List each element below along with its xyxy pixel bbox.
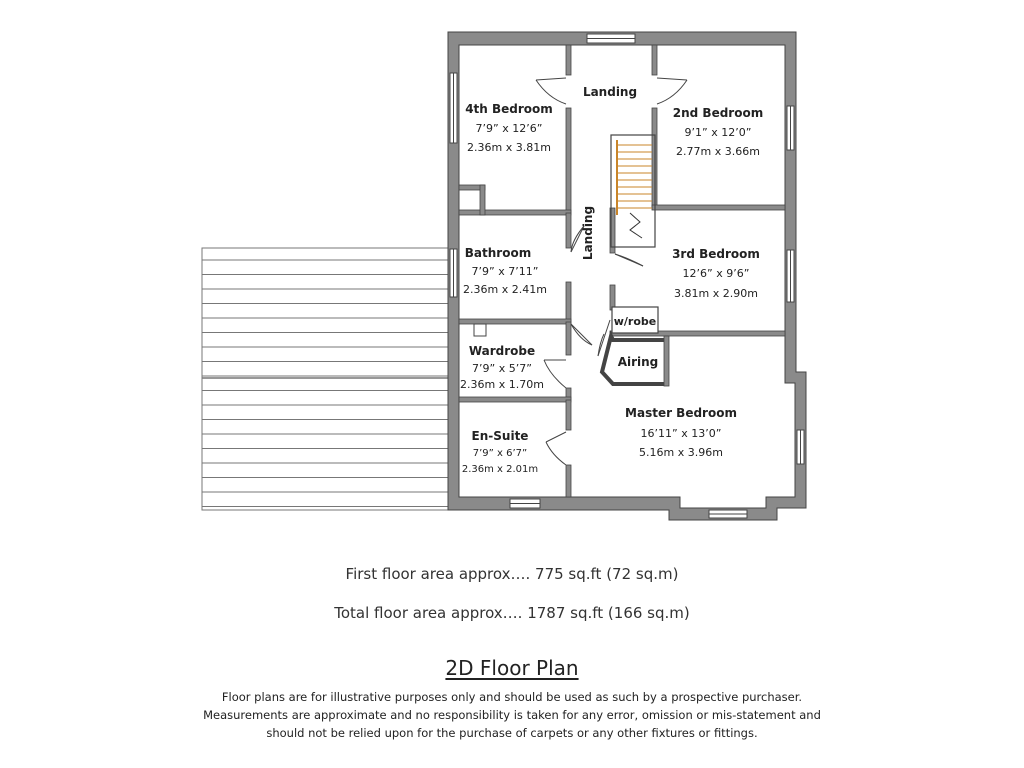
wardrobe-dim-imperial: 7’9” x 5’7”: [472, 362, 532, 375]
bedroom3-dim-imperial: 12’6” x 9’6”: [682, 267, 750, 280]
bedroom2-dim-imperial: 9’1” x 12’0”: [684, 126, 752, 139]
ensuite-dim-imperial: 7’9” x 6’7”: [472, 448, 528, 459]
disclaimer-line: should not be relied upon for the purchase of carpets or any other fixtures or fittings.: [266, 726, 758, 740]
bedroom3-dim-metric: 3.81m x 2.90m: [674, 287, 758, 300]
bathroom-name: Bathroom: [464, 246, 532, 260]
bedroom4-dim-imperial: 7’9” x 12’6”: [475, 122, 543, 135]
bedroom2-name: 2nd Bedroom: [672, 106, 764, 120]
ensuite-name: En-Suite: [471, 429, 529, 443]
bathroom-dim-metric: 2.36m x 2.41m: [463, 283, 547, 296]
airing-label: Airing: [617, 355, 659, 369]
room-labels: [460, 85, 763, 475]
wardrobe-dim-metric: 2.36m x 1.70m: [460, 378, 544, 391]
master-dim-imperial: 16’11” x 13’0”: [640, 427, 722, 440]
wardrobe-name: Wardrobe: [468, 344, 536, 358]
total-floor-area: Total floor area approx…. 1787 sq.ft (166 sq.m): [334, 604, 690, 622]
ensuite-dim-metric: 2.36m x 2.01m: [461, 464, 539, 475]
master-name: Master Bedroom: [625, 406, 737, 420]
landing-top-label: Landing: [582, 85, 638, 99]
staircase: [617, 140, 652, 238]
landing-side-label: Landing: [581, 205, 595, 261]
bedroom2-dim-metric: 2.77m x 3.66m: [676, 145, 760, 158]
roof-canopy: [202, 248, 448, 510]
disclaimer-line: Measurements are approximate and no responsibility is taken for any error, omission or mis-statement and: [203, 708, 821, 722]
bedroom3-name: 3rd Bedroom: [672, 247, 760, 261]
disclaimer-line: Floor plans are for illustrative purposes only and should be used as such by a prospective purchaser.: [221, 690, 803, 704]
bathroom-dim-imperial: 7’9” x 7’11”: [471, 265, 539, 278]
bedroom4-name: 4th Bedroom: [465, 102, 553, 116]
disclaimer: [0, 688, 1024, 742]
master-dim-metric: 5.16m x 3.96m: [639, 446, 723, 459]
first-floor-area: First floor area approx…. 775 sq.ft (72 sq.m): [345, 565, 679, 583]
bedroom4-dim-metric: 2.36m x 3.81m: [467, 141, 551, 154]
wrobe-label: w/robe: [613, 315, 657, 328]
plan-title: 2D Floor Plan: [445, 656, 579, 680]
